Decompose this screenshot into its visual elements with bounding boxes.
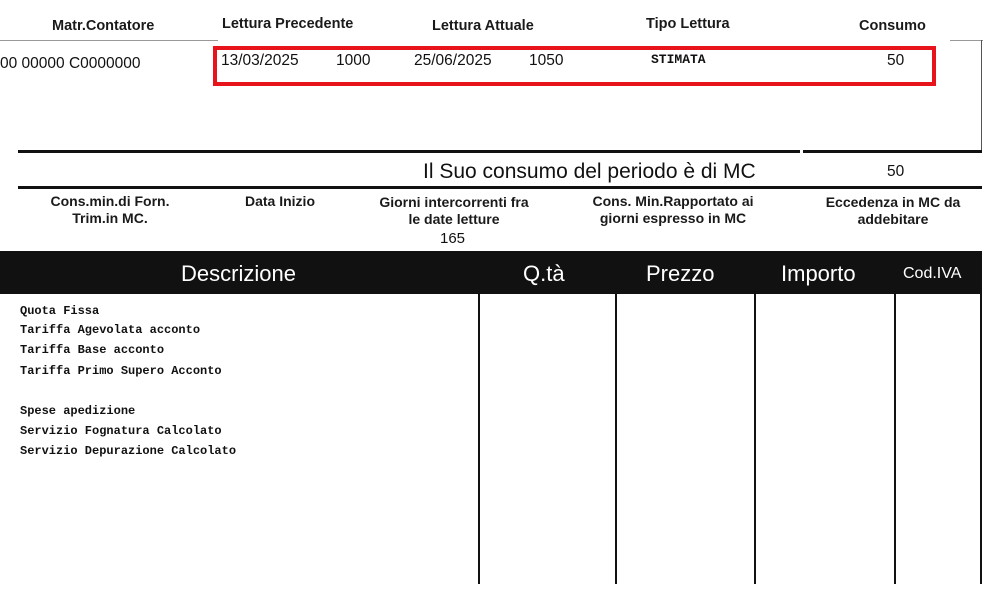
col-divider-4 bbox=[894, 294, 896, 584]
period-bottom-rule bbox=[18, 186, 982, 189]
top-rule-left bbox=[0, 40, 218, 41]
highlight-box bbox=[213, 46, 936, 86]
th-importo: Importo bbox=[781, 261, 856, 286]
col-divider-right bbox=[980, 294, 982, 584]
header-lettura-attuale: Lettura Attuale bbox=[432, 18, 534, 34]
curr-value: 1050 bbox=[529, 52, 564, 69]
col-divider-1 bbox=[478, 294, 480, 584]
period-consumption-text: Il Suo consumo del periodo è di MC bbox=[423, 160, 756, 183]
table-row: Spese apedizione bbox=[20, 404, 136, 418]
th-descrizione: Descrizione bbox=[181, 261, 296, 286]
top-rule-right bbox=[950, 40, 983, 41]
header-lettura-precedente: Lettura Precedente bbox=[222, 16, 354, 32]
header-matr-contatore: Matr.Contatore bbox=[52, 18, 155, 34]
meter-matr-value: 00 00000 C0000000 bbox=[0, 55, 141, 72]
header-consumo: Consumo bbox=[859, 18, 926, 34]
table-row: Tariffa Primo Supero Acconto bbox=[20, 364, 222, 378]
col-divider-3 bbox=[754, 294, 756, 584]
label-cons-rapportato: Cons. Min.Rapportato ai giorni espresso in MC bbox=[592, 193, 754, 226]
label-giorni: Giorni intercorrenti fra le date letture bbox=[379, 194, 529, 227]
curr-date: 25/06/2025 bbox=[414, 52, 492, 69]
label-data-inizio: Data Inizio bbox=[244, 193, 315, 209]
period-top-rule bbox=[18, 150, 982, 153]
reading-type: STIMATA bbox=[651, 52, 706, 67]
label-cons-min: Cons.min.di Forn. Trim.in MC. bbox=[50, 193, 170, 226]
prev-value: 1000 bbox=[336, 52, 371, 69]
table-row: Tariffa Base acconto bbox=[20, 343, 165, 357]
col-divider-2 bbox=[615, 294, 617, 584]
right-border-upper bbox=[981, 40, 982, 152]
period-consumption-value: 50 bbox=[887, 163, 905, 180]
table-row: Tariffa Agevolata acconto bbox=[20, 323, 201, 337]
header-tipo-lettura: Tipo Lettura bbox=[646, 16, 730, 32]
table-row: Servizio Fognatura Calcolato bbox=[20, 424, 222, 438]
table-row: Servizio Depurazione Calcolato bbox=[20, 444, 237, 458]
period-gap bbox=[800, 150, 803, 186]
giorni-value: 165 bbox=[440, 230, 466, 247]
label-eccedenza: Eccedenza in MC da addebitare bbox=[825, 194, 961, 227]
consumo-value: 50 bbox=[887, 52, 905, 69]
table-row: Quota Fissa bbox=[20, 304, 100, 318]
th-codiva: Cod.IVA bbox=[903, 265, 962, 282]
th-qta: Q.tà bbox=[523, 261, 565, 286]
prev-date: 13/03/2025 bbox=[221, 52, 299, 69]
th-prezzo: Prezzo bbox=[646, 261, 715, 286]
